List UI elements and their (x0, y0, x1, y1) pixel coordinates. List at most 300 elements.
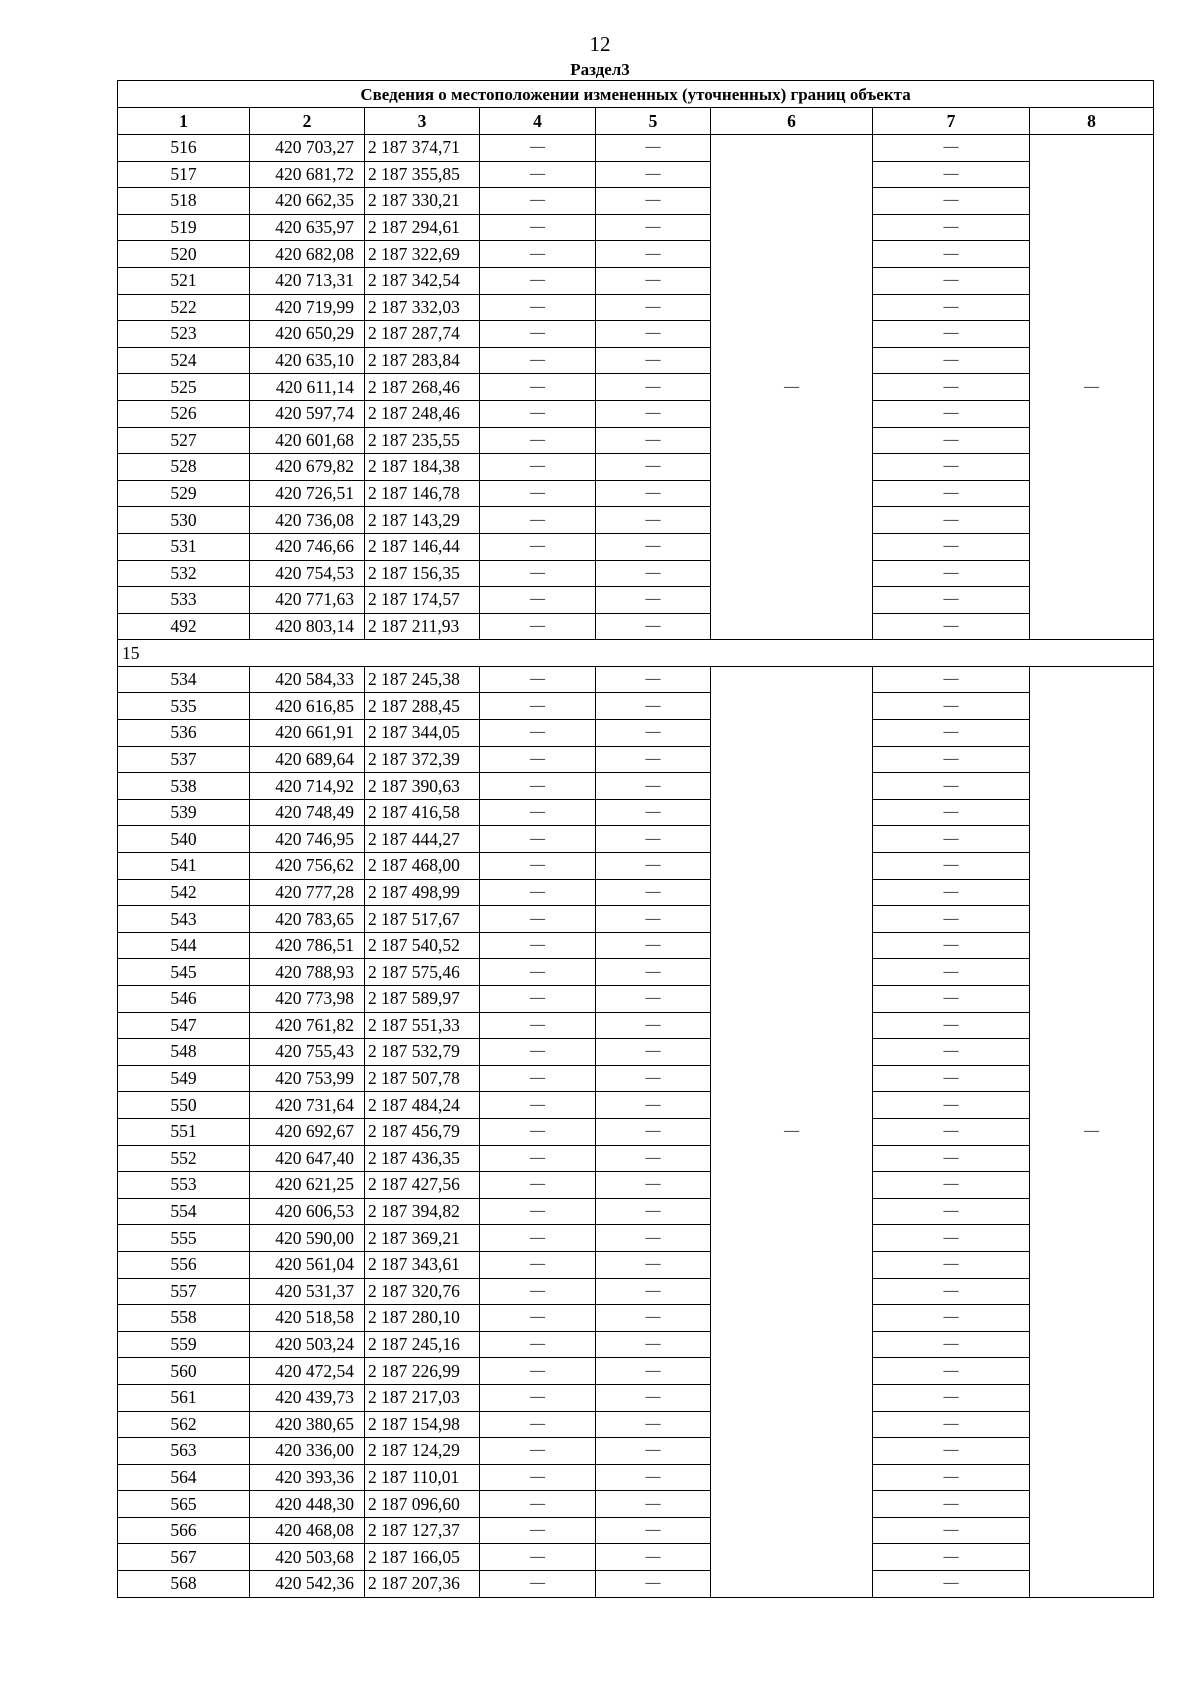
dash-cell: — (480, 1517, 596, 1544)
dash-cell: — (873, 1411, 1030, 1438)
x-coordinate-cell: 420 736,08 (250, 507, 365, 534)
dash-cell: — (480, 613, 596, 640)
point-number-cell: 555 (118, 1225, 250, 1252)
dash-cell: — (596, 613, 711, 640)
table-row (118, 986, 1154, 1013)
dash-cell: — (480, 374, 596, 401)
dash-cell: — (873, 853, 1030, 880)
dash-cell: — (480, 1305, 596, 1332)
column-number-header: 8 (1030, 108, 1154, 135)
y-coordinate-cell: 2 187 330,21 (365, 188, 480, 215)
y-coordinate-cell: 2 187 226,99 (365, 1358, 480, 1385)
dash-cell: — (480, 799, 596, 826)
point-number-cell: 559 (118, 1331, 250, 1358)
y-coordinate-cell: 2 187 211,93 (365, 613, 480, 640)
column-number-header: 7 (873, 108, 1030, 135)
table-row (118, 1411, 1154, 1438)
dash-cell: — (873, 400, 1030, 427)
table-row (118, 1145, 1154, 1172)
point-number-cell: 537 (118, 746, 250, 773)
y-coordinate-cell: 2 187 110,01 (365, 1464, 480, 1491)
contour-label-row (118, 640, 1154, 667)
contour-label: 15 (118, 640, 1154, 667)
table-row (118, 507, 1154, 534)
dash-cell: — (873, 720, 1030, 747)
y-coordinate-cell: 2 187 146,78 (365, 480, 480, 507)
y-coordinate-cell: 2 187 532,79 (365, 1039, 480, 1066)
dash-cell: — (596, 1384, 711, 1411)
y-coordinate-cell: 2 187 575,46 (365, 959, 480, 986)
table-row (118, 454, 1154, 481)
x-coordinate-cell: 420 771,63 (250, 587, 365, 614)
x-coordinate-cell: 420 754,53 (250, 560, 365, 587)
dash-cell: — (596, 427, 711, 454)
y-coordinate-cell: 2 187 156,35 (365, 560, 480, 587)
dash-cell: — (480, 1384, 596, 1411)
dash-cell: — (480, 1065, 596, 1092)
y-coordinate-cell: 2 187 287,74 (365, 321, 480, 348)
dash-cell: — (480, 1118, 596, 1145)
dash-cell: — (596, 986, 711, 1013)
table-row (118, 613, 1154, 640)
column-number-header: 5 (596, 108, 711, 135)
dash-cell: — (596, 214, 711, 241)
dash-cell: — (480, 1571, 596, 1598)
y-coordinate-cell: 2 187 207,36 (365, 1571, 480, 1598)
table-row (118, 1358, 1154, 1385)
dash-cell: — (873, 241, 1030, 268)
dash-cell: — (480, 826, 596, 853)
point-number-cell: 551 (118, 1118, 250, 1145)
table-row (118, 241, 1154, 268)
y-coordinate-cell: 2 187 217,03 (365, 1384, 480, 1411)
x-coordinate-cell: 420 393,36 (250, 1464, 365, 1491)
table-row (118, 161, 1154, 188)
y-coordinate-cell: 2 187 507,78 (365, 1065, 480, 1092)
y-coordinate-cell: 2 187 344,05 (365, 720, 480, 747)
x-coordinate-cell: 420 503,68 (250, 1544, 365, 1571)
point-number-cell: 566 (118, 1517, 250, 1544)
dash-cell: — (596, 1012, 711, 1039)
x-coordinate-cell: 420 468,08 (250, 1517, 365, 1544)
table-row (118, 1331, 1154, 1358)
column-number-header: 2 (250, 108, 365, 135)
point-number-cell: 540 (118, 826, 250, 853)
dash-cell: — (596, 1438, 711, 1465)
table-row (118, 294, 1154, 321)
dash-cell: — (480, 1278, 596, 1305)
point-number-cell: 546 (118, 986, 250, 1013)
y-coordinate-cell: 2 187 154,98 (365, 1411, 480, 1438)
dash-cell: — (596, 1278, 711, 1305)
point-number-cell: 544 (118, 932, 250, 959)
x-coordinate-cell: 420 448,30 (250, 1491, 365, 1518)
dash-cell: — (873, 1065, 1030, 1092)
point-number-cell: 519 (118, 214, 250, 241)
point-number-cell: 552 (118, 1145, 250, 1172)
x-coordinate-cell: 420 606,53 (250, 1198, 365, 1225)
dash-cell: — (873, 135, 1030, 162)
y-coordinate-cell: 2 187 517,67 (365, 906, 480, 933)
dash-cell: — (480, 773, 596, 800)
dash-cell: — (873, 1198, 1030, 1225)
dash-cell: — (596, 507, 711, 534)
y-coordinate-cell: 2 187 342,54 (365, 267, 480, 294)
x-coordinate-cell: 420 719,99 (250, 294, 365, 321)
table-row (118, 427, 1154, 454)
dash-cell: — (480, 666, 596, 693)
point-number-cell: 521 (118, 267, 250, 294)
dash-cell: — (596, 1251, 711, 1278)
table-row (118, 1571, 1154, 1598)
point-number-cell: 518 (118, 188, 250, 215)
x-coordinate-cell: 420 561,04 (250, 1251, 365, 1278)
dash-cell: — (873, 959, 1030, 986)
dash-cell: — (480, 853, 596, 880)
table-body (118, 135, 1154, 1598)
y-coordinate-cell: 2 187 184,38 (365, 454, 480, 481)
dash-cell: — (596, 853, 711, 880)
dash-cell: — (480, 587, 596, 614)
dash-cell: — (873, 427, 1030, 454)
dash-cell: — (596, 799, 711, 826)
dash-cell: — (711, 135, 873, 640)
dash-cell: — (873, 826, 1030, 853)
dash-cell: — (596, 1065, 711, 1092)
x-coordinate-cell: 420 746,66 (250, 533, 365, 560)
y-coordinate-cell: 2 187 444,27 (365, 826, 480, 853)
dash-cell: — (596, 454, 711, 481)
dash-cell: — (480, 720, 596, 747)
point-number-cell: 542 (118, 879, 250, 906)
point-number-cell: 528 (118, 454, 250, 481)
dash-cell: — (480, 161, 596, 188)
dash-cell: — (873, 1251, 1030, 1278)
y-coordinate-cell: 2 187 484,24 (365, 1092, 480, 1119)
x-coordinate-cell: 420 681,72 (250, 161, 365, 188)
table-caption: Сведения о местоположении измененных (уточненных) границ объекта (118, 81, 1154, 108)
dash-cell: — (873, 507, 1030, 534)
y-coordinate-cell: 2 187 294,61 (365, 214, 480, 241)
x-coordinate-cell: 420 542,36 (250, 1571, 365, 1598)
y-coordinate-cell: 2 187 096,60 (365, 1491, 480, 1518)
dash-cell: — (873, 693, 1030, 720)
dash-cell: — (480, 241, 596, 268)
point-number-cell: 517 (118, 161, 250, 188)
dash-cell: — (873, 666, 1030, 693)
x-coordinate-cell: 420 601,68 (250, 427, 365, 454)
dash-cell: — (873, 267, 1030, 294)
dash-cell: — (480, 267, 596, 294)
x-coordinate-cell: 420 803,14 (250, 613, 365, 640)
y-coordinate-cell: 2 187 245,38 (365, 666, 480, 693)
x-coordinate-cell: 420 439,73 (250, 1384, 365, 1411)
y-coordinate-cell: 2 187 468,00 (365, 853, 480, 880)
y-coordinate-cell: 2 187 355,85 (365, 161, 480, 188)
point-number-cell: 556 (118, 1251, 250, 1278)
dash-cell: — (480, 480, 596, 507)
point-number-cell: 527 (118, 427, 250, 454)
dash-cell: — (480, 1198, 596, 1225)
x-coordinate-cell: 420 531,37 (250, 1278, 365, 1305)
dash-cell: — (480, 560, 596, 587)
table-row (118, 932, 1154, 959)
y-coordinate-cell: 2 187 124,29 (365, 1438, 480, 1465)
point-number-cell: 549 (118, 1065, 250, 1092)
point-number-cell: 516 (118, 135, 250, 162)
x-coordinate-cell: 420 380,65 (250, 1411, 365, 1438)
x-coordinate-cell: 420 714,92 (250, 773, 365, 800)
x-coordinate-cell: 420 692,67 (250, 1118, 365, 1145)
y-coordinate-cell: 2 187 268,46 (365, 374, 480, 401)
point-number-cell: 492 (118, 613, 250, 640)
dash-cell: — (596, 666, 711, 693)
dash-cell: — (596, 1118, 711, 1145)
dash-cell: — (873, 1571, 1030, 1598)
dash-cell: — (480, 1358, 596, 1385)
dash-cell: — (480, 214, 596, 241)
dash-cell: — (873, 1012, 1030, 1039)
x-coordinate-cell: 420 597,74 (250, 400, 365, 427)
dash-cell: — (1030, 666, 1154, 1597)
table-row (118, 1065, 1154, 1092)
table-row (118, 267, 1154, 294)
dash-cell: — (873, 879, 1030, 906)
dash-cell: — (480, 294, 596, 321)
table-row (118, 1039, 1154, 1066)
point-number-cell: 524 (118, 347, 250, 374)
dash-cell: — (596, 480, 711, 507)
y-coordinate-cell: 2 187 322,69 (365, 241, 480, 268)
x-coordinate-cell: 420 756,62 (250, 853, 365, 880)
x-coordinate-cell: 420 746,95 (250, 826, 365, 853)
point-number-cell: 558 (118, 1305, 250, 1332)
table-row (118, 1517, 1154, 1544)
point-number-cell: 550 (118, 1092, 250, 1119)
x-coordinate-cell: 420 336,00 (250, 1438, 365, 1465)
dash-cell: — (711, 666, 873, 1597)
table-row (118, 1198, 1154, 1225)
page-number: 12 (589, 32, 611, 56)
dash-cell: — (873, 1491, 1030, 1518)
dash-cell: — (873, 1358, 1030, 1385)
dash-cell: — (480, 1251, 596, 1278)
table-row (118, 1464, 1154, 1491)
dash-cell: — (596, 135, 711, 162)
dash-cell: — (873, 1517, 1030, 1544)
x-coordinate-cell: 420 726,51 (250, 480, 365, 507)
table-row (118, 826, 1154, 853)
point-number-cell: 567 (118, 1544, 250, 1571)
dash-cell: — (596, 879, 711, 906)
x-coordinate-cell: 420 662,35 (250, 188, 365, 215)
dash-cell: — (873, 1544, 1030, 1571)
point-number-cell: 529 (118, 480, 250, 507)
dash-cell: — (873, 1305, 1030, 1332)
x-coordinate-cell: 420 635,97 (250, 214, 365, 241)
dash-cell: — (596, 347, 711, 374)
point-number-cell: 562 (118, 1411, 250, 1438)
dash-cell: — (480, 427, 596, 454)
table-row (118, 321, 1154, 348)
x-coordinate-cell: 420 731,64 (250, 1092, 365, 1119)
table-row (118, 533, 1154, 560)
table-row (118, 374, 1154, 401)
y-coordinate-cell: 2 187 369,21 (365, 1225, 480, 1252)
dash-cell: — (596, 746, 711, 773)
point-number-cell: 531 (118, 533, 250, 560)
table-row (118, 347, 1154, 374)
y-coordinate-cell: 2 187 235,55 (365, 427, 480, 454)
dash-cell: — (596, 1571, 711, 1598)
dash-cell: — (480, 932, 596, 959)
x-coordinate-cell: 420 590,00 (250, 1225, 365, 1252)
point-number-cell: 545 (118, 959, 250, 986)
dash-cell: — (596, 1305, 711, 1332)
dash-cell: — (873, 1331, 1030, 1358)
point-number-cell: 563 (118, 1438, 250, 1465)
point-number-cell: 557 (118, 1278, 250, 1305)
table-row (118, 1438, 1154, 1465)
dash-cell: — (596, 560, 711, 587)
table-row (118, 879, 1154, 906)
y-coordinate-cell: 2 187 146,44 (365, 533, 480, 560)
x-coordinate-cell: 420 713,31 (250, 267, 365, 294)
point-number-cell: 548 (118, 1039, 250, 1066)
table-row (118, 746, 1154, 773)
column-number-header: 4 (480, 108, 596, 135)
dash-cell: — (596, 241, 711, 268)
dash-cell: — (480, 1172, 596, 1199)
table-row (118, 720, 1154, 747)
dash-cell: — (873, 773, 1030, 800)
x-coordinate-cell: 420 703,27 (250, 135, 365, 162)
dash-cell: — (873, 1384, 1030, 1411)
dash-cell: — (873, 1092, 1030, 1119)
table-row (118, 1092, 1154, 1119)
dash-cell: — (596, 720, 711, 747)
dash-cell: — (596, 1491, 711, 1518)
dash-cell: — (480, 986, 596, 1013)
y-coordinate-cell: 2 187 283,84 (365, 347, 480, 374)
dash-cell: — (480, 321, 596, 348)
y-coordinate-cell: 2 187 374,71 (365, 135, 480, 162)
point-number-cell: 543 (118, 906, 250, 933)
dash-cell: — (480, 400, 596, 427)
dash-cell: — (873, 1172, 1030, 1199)
y-coordinate-cell: 2 187 248,46 (365, 400, 480, 427)
y-coordinate-cell: 2 187 143,29 (365, 507, 480, 534)
dash-cell: — (873, 347, 1030, 374)
table-row (118, 135, 1154, 162)
dash-cell: — (480, 1438, 596, 1465)
x-coordinate-cell: 420 650,29 (250, 321, 365, 348)
dash-cell: — (480, 906, 596, 933)
dash-cell: — (480, 454, 596, 481)
table-row (118, 188, 1154, 215)
y-coordinate-cell: 2 187 127,37 (365, 1517, 480, 1544)
dash-cell: — (480, 1039, 596, 1066)
x-coordinate-cell: 420 611,14 (250, 374, 365, 401)
x-coordinate-cell: 420 635,10 (250, 347, 365, 374)
dash-cell: — (596, 1411, 711, 1438)
dash-cell: — (873, 294, 1030, 321)
x-coordinate-cell: 420 788,93 (250, 959, 365, 986)
y-coordinate-cell: 2 187 416,58 (365, 799, 480, 826)
x-coordinate-cell: 420 761,82 (250, 1012, 365, 1039)
dash-cell: — (596, 1517, 711, 1544)
dash-cell: — (480, 533, 596, 560)
dash-cell: — (873, 613, 1030, 640)
y-coordinate-cell: 2 187 372,39 (365, 746, 480, 773)
x-coordinate-cell: 420 472,54 (250, 1358, 365, 1385)
dash-cell: — (480, 1411, 596, 1438)
table-row (118, 666, 1154, 693)
section-title: Раздел3 (570, 60, 630, 79)
dash-cell: — (873, 321, 1030, 348)
y-coordinate-cell: 2 187 390,63 (365, 773, 480, 800)
point-number-cell: 564 (118, 1464, 250, 1491)
point-number-cell: 560 (118, 1358, 250, 1385)
dash-cell: — (873, 161, 1030, 188)
table-row (118, 1251, 1154, 1278)
x-coordinate-cell: 420 755,43 (250, 1039, 365, 1066)
dash-cell: — (596, 1092, 711, 1119)
table-row (118, 1544, 1154, 1571)
table-row (118, 1305, 1154, 1332)
table-row (118, 773, 1154, 800)
dash-cell: — (596, 1358, 711, 1385)
y-coordinate-cell: 2 187 456,79 (365, 1118, 480, 1145)
table-row (118, 853, 1154, 880)
x-coordinate-cell: 420 621,25 (250, 1172, 365, 1199)
dash-cell: — (480, 1464, 596, 1491)
dash-cell: — (873, 533, 1030, 560)
dash-cell: — (873, 1278, 1030, 1305)
dash-cell: — (480, 959, 596, 986)
dash-cell: — (596, 773, 711, 800)
point-number-cell: 525 (118, 374, 250, 401)
dash-cell: — (873, 799, 1030, 826)
dash-cell: — (480, 135, 596, 162)
column-number-row (118, 108, 1154, 135)
x-coordinate-cell: 420 748,49 (250, 799, 365, 826)
x-coordinate-cell: 420 503,24 (250, 1331, 365, 1358)
dash-cell: — (480, 1225, 596, 1252)
x-coordinate-cell: 420 679,82 (250, 454, 365, 481)
table-row (118, 560, 1154, 587)
dash-cell: — (873, 906, 1030, 933)
y-coordinate-cell: 2 187 427,56 (365, 1172, 480, 1199)
table-row (118, 693, 1154, 720)
x-coordinate-cell: 420 616,85 (250, 693, 365, 720)
y-coordinate-cell: 2 187 343,61 (365, 1251, 480, 1278)
dash-cell: — (596, 1225, 711, 1252)
point-number-cell: 536 (118, 720, 250, 747)
y-coordinate-cell: 2 187 288,45 (365, 693, 480, 720)
point-number-cell: 522 (118, 294, 250, 321)
y-coordinate-cell: 2 187 280,10 (365, 1305, 480, 1332)
point-number-cell: 541 (118, 853, 250, 880)
point-number-cell: 554 (118, 1198, 250, 1225)
table-row (118, 214, 1154, 241)
table-row (118, 1172, 1154, 1199)
point-number-cell: 530 (118, 507, 250, 534)
dash-cell: — (596, 1145, 711, 1172)
dash-cell: — (596, 294, 711, 321)
dash-cell: — (596, 161, 711, 188)
point-number-cell: 565 (118, 1491, 250, 1518)
